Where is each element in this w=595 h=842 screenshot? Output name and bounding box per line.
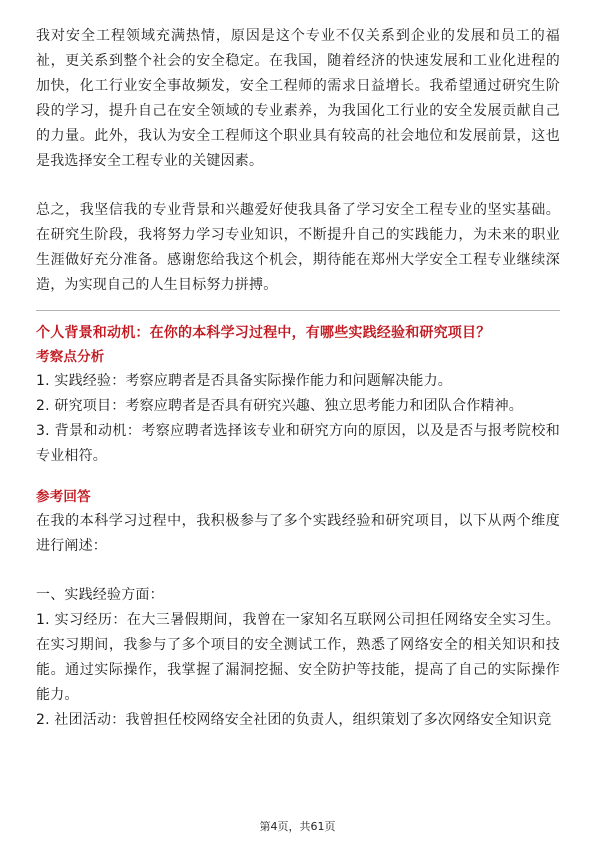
analysis-title: 考察点分析 — [36, 349, 105, 365]
analysis-item-1: 1. 实践经验：考察应聘者是否具备实际操作能力和问题解决能力。 — [36, 373, 453, 389]
document-page — [36, 24, 560, 733]
answer-section-heading: 一、实践经验方面： — [36, 587, 164, 603]
section-divider — [36, 310, 560, 311]
intro-paragraph-2: 总之，我坚信我的专业背景和兴趣爱好使我具备了学习安全工程专业的坚实基础。在研究生阶段，我将努力学习专业知识，不断提升自己的实践能力，为未来的职业生涯做好充分准备。感谢您给我这个机会，期待能在郑州大学安全工程专业继续深造，为实现自己的人生目标努力拼搏。 — [36, 202, 560, 293]
page-number-footer: 第4页，共61页 — [259, 820, 336, 833]
analysis-item-2: 2. 研究项目：考察应聘者是否具有研究兴趣、独立思考能力和团队合作精神。 — [36, 398, 524, 414]
answer-title: 参考回答 — [36, 489, 91, 505]
analysis-item-3: 3. 背景和动机：考察应聘者选择该专业和研究方向的原因，以及是否与报考院校和专业相符。 — [36, 423, 560, 464]
answer-item-2: 2. 社团活动：我曾担任校网络安全社团的负责人，组织策划了多次网络安全知识竞 — [36, 712, 552, 728]
paragraph-spacer — [36, 559, 560, 583]
paragraph-spacer — [36, 469, 560, 485]
intro-paragraph-1: 我对安全工程领域充满热情，原因是这个专业不仅关系到企业的发展和员工的福祉，更关系到整个社会的安全稳定。在我国，随着经济的快速发展和工业化进程的加快，化工行业安全事故频发，安全工程师的需求日益增长。我希望通过研究生阶段的学习，提升自己在安全领域的专业素养，为我国化工行业的安全发展贡献自己的力量。此外，我认为安全工程师这个职业具有较高的社会地位和发展前景，这也是我选择安全工程专业的关键因素。 — [36, 28, 560, 169]
answer-intro: 在我的本科学习过程中，我积极参与了多个实践经验和研究项目，以下从两个维度进行阐述： — [36, 513, 560, 554]
answer-item-1: 1. 实习经历：在大三暑假期间，我曾在一家知名互联网公司担任网络安全实习生。在实习期间，我参与了多个项目的安全测试工作，熟悉了网络安全的相关知识和技能。通过实际操作，我掌握了漏洞挖掘、安全防护等技能，提高了自己的实际操作能力。 — [36, 612, 560, 703]
paragraph-spacer — [36, 174, 560, 198]
question-heading: 个人背景和动机：在你的本科学习过程中，有哪些实践经验和研究项目？ — [36, 325, 491, 341]
